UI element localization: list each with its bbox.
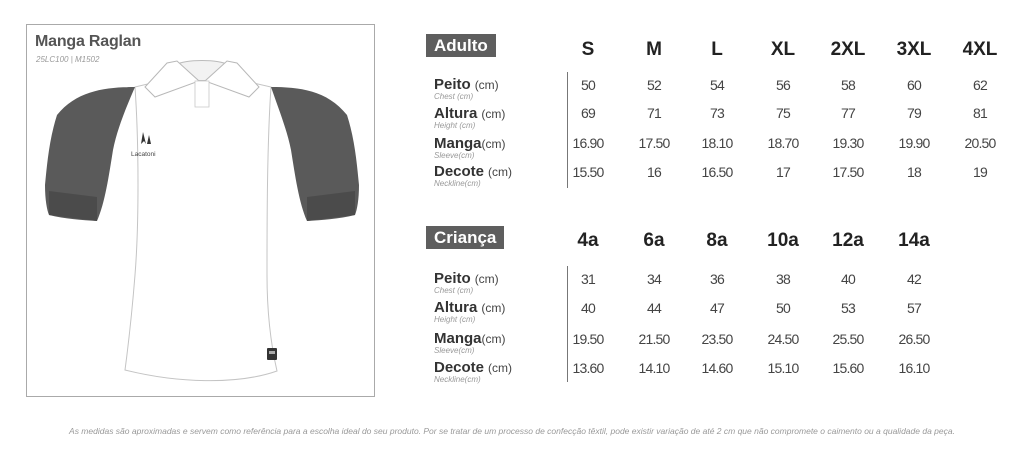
measure-name-english: Neckline(cm) [434,179,481,188]
measure-value-child: 44 [647,300,661,316]
measure-value-adult: 62 [973,77,987,93]
measure-value-adult: 16.50 [701,164,733,180]
placket [195,81,209,107]
size-header-child: 6a [643,230,665,251]
measure-value-child: 57 [907,300,921,316]
measure-name: Altura [434,105,478,122]
measure-value-adult: 73 [710,105,724,121]
measure-label-child [434,359,512,384]
measure-value-child: 40 [581,300,595,316]
measure-value-adult: 18 [907,164,921,180]
measure-label-adult [434,163,512,188]
measure-unit: (cm) [474,272,499,286]
measure-label-adult [434,105,505,130]
measure-name-english: Height (cm) [434,121,476,130]
measure-value-adult: 77 [841,105,855,121]
size-header-child: 10a [767,230,799,251]
product-title: Manga Raglan [35,33,142,50]
measure-value-adult: 69 [581,105,595,121]
measure-value-child: 38 [776,271,790,287]
child-badge: Criança [426,226,504,249]
measure-value-child: 16.10 [898,360,930,376]
size-header-adult: L [711,39,723,60]
measure-value-adult: 56 [776,77,790,93]
measure-name: Manga [434,330,482,347]
product-card [26,24,375,397]
measure-value-child: 40 [841,271,855,287]
measure-value-child: 21.50 [638,331,670,347]
measure-unit: (cm) [481,332,506,346]
measure-value-child: 14.60 [701,360,733,376]
measure-value-adult: 75 [776,105,790,121]
measure-value-child: 50 [776,300,790,316]
measure-value-child: 15.10 [767,360,799,376]
measure-value-child: 23.50 [701,331,733,347]
measure-name: Peito [434,76,471,93]
measure-value-child: 24.50 [767,331,799,347]
measure-value-child: 19.50 [572,331,604,347]
measure-unit: (cm) [488,165,513,179]
size-header-adult: XL [770,39,796,60]
measure-value-child: 25.50 [832,331,864,347]
measure-value-adult: 16 [647,164,661,180]
measure-value-child: 34 [647,271,661,287]
measure-name-english: Sleeve(cm) [434,346,475,355]
measure-value-adult: 81 [973,105,987,121]
measure-value-child: 15.60 [832,360,864,376]
size-header-child: 8a [706,230,728,251]
measure-name-english: Chest (cm) [434,92,474,101]
measure-name: Peito [434,270,471,287]
measure-value-adult: 20.50 [964,135,996,151]
measure-name-english: Chest (cm) [434,286,474,295]
disclaimer-footnote: As medidas são aproximadas e servem como referência para a escolha ideal do seu produto. Por se tratar de um processo de confecção têxtil, pode existir variação de até 2 cm que não compromete o caimento ou a qualidade da peça. [69,426,955,436]
measure-label-child [434,270,499,295]
size-header-adult: 2XL [830,39,866,60]
measure-unit: (cm) [481,301,506,315]
measure-value-adult: 19 [973,164,987,180]
size-header-adult: M [646,39,662,60]
measure-value-adult: 18.10 [701,135,733,151]
measure-value-child: 36 [710,271,724,287]
measure-name: Altura [434,299,478,316]
measure-value-adult: 79 [907,105,921,121]
adult-badge: Adulto [426,34,496,57]
measure-value-child: 13.60 [572,360,604,376]
measure-value-adult: 54 [710,77,724,93]
shirt-body [125,77,277,381]
measure-value-adult: 18.70 [767,135,799,151]
measure-value-child: 14.10 [638,360,670,376]
measure-value-child: 26.50 [898,331,930,347]
size-header-adult: 4XL [962,39,998,60]
product-code: 25LC100 | M1502 [36,55,100,64]
measure-unit: (cm) [488,361,513,375]
measure-value-child: 53 [841,300,855,316]
measure-value-child: 31 [581,271,595,287]
size-header-child: 14a [898,230,930,251]
measure-name: Decote [434,163,485,180]
size-header-child: 12a [832,230,864,251]
measure-value-adult: 50 [581,77,595,93]
measure-name: Manga [434,135,482,152]
measure-name-english: Sleeve(cm) [434,151,475,160]
measure-unit: (cm) [481,107,506,121]
measure-value-adult: 19.30 [832,135,864,151]
measure-label-adult [434,135,506,160]
measure-name-english: Height (cm) [434,315,476,324]
measure-label-child [434,330,506,355]
measure-value-adult: 17.50 [638,135,670,151]
brand-name: Lacatoni [131,151,156,158]
measure-value-adult: 19.90 [898,135,930,151]
measure-value-child: 47 [710,300,724,316]
measure-value-adult: 60 [907,77,921,93]
measure-value-adult: 17.50 [832,164,864,180]
measure-unit: (cm) [474,78,499,92]
measure-label-adult [434,76,499,101]
measure-value-adult: 17 [776,164,790,180]
measure-value-child: 42 [907,271,921,287]
measure-name-english: Neckline(cm) [434,375,481,384]
measure-value-adult: 71 [647,105,661,121]
size-header-adult: S [581,39,595,60]
shirt-illustration [27,25,376,398]
measure-value-adult: 15.50 [572,164,604,180]
measure-unit: (cm) [481,137,506,151]
measure-value-adult: 16.90 [572,135,604,151]
measure-name: Decote [434,359,485,376]
measure-value-adult: 52 [647,77,661,93]
size-header-adult: 3XL [896,39,932,60]
size-header-child: 4a [577,230,599,251]
measure-label-child [434,299,505,324]
measure-value-adult: 58 [841,77,855,93]
